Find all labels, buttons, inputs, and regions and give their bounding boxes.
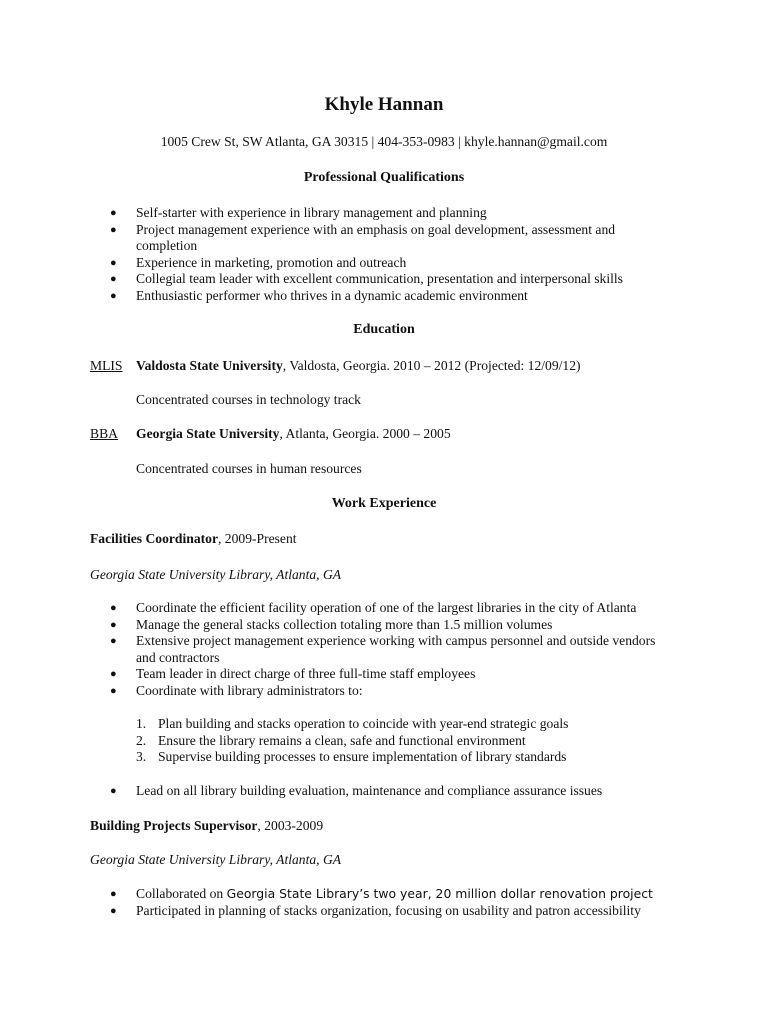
list-item: ● Lead on all library building evaluation, maintenance and compliance assurance issues — [110, 783, 603, 798]
list-item: ● Manage the general stacks collection totaling more than 1.5 million volumes — [110, 616, 553, 632]
bullet-icon: ● — [110, 618, 117, 631]
bullet-icon: ● — [110, 273, 117, 285]
school-name: Georgia State University — [136, 426, 280, 441]
job-final-bullet — [0, 783, 676, 800]
bullet-icon: ● — [110, 207, 117, 219]
bullet-icon: ● — [110, 223, 117, 236]
qualifications-list — [0, 205, 676, 304]
resume-name: Khyle Hannan — [324, 94, 444, 115]
list-item: 3. Supervise building processes to ensure implementation of library standards — [136, 749, 567, 764]
education-note-mlis: Concentrated courses in technology track — [136, 392, 361, 407]
list-item: ● Team leader in direct charge of three full-time staff employees — [110, 666, 476, 681]
list-item: 1. Plan building and stacks operation to coincide with year-end strategic goals — [136, 716, 569, 731]
bullet-icon: ● — [110, 888, 117, 900]
job-bullets — [0, 886, 676, 919]
contact-line: 1005 Crew St, SW Atlanta, GA 30315 | 404-353-0983 | khyle.hannan@gmail.com — [160, 134, 608, 149]
employer: Georgia State University Library, Atlanta, GA — [90, 852, 342, 867]
bullet-icon: ● — [110, 684, 117, 697]
bullet-icon: ● — [110, 635, 117, 647]
list-item: ● Experience in marketing, promotion and outreach — [110, 254, 407, 270]
list-item: 2. Ensure the library remains a clean, safe and functional environment — [136, 732, 526, 748]
list-item: ● Coordinate with library administrators to: — [110, 682, 363, 698]
degree-bba: BBA — [90, 426, 118, 441]
bullet-icon: ● — [110, 602, 117, 614]
degree-mlis: MLIS — [90, 358, 123, 373]
bullet-icon: ● — [110, 256, 117, 269]
employer: Georgia State University Library, Atlanta, GA — [90, 567, 342, 582]
bullet-icon: ● — [110, 785, 117, 797]
job-dates: , 2003-2009 — [257, 818, 324, 833]
school-details: , Atlanta, Georgia. 2000 – 2005 — [279, 426, 451, 441]
qualifications-heading: Professional Qualifications — [303, 170, 465, 185]
list-item: ● Collaborated on Georgia State Library’s two year, 20 million dollar renovation project — [110, 886, 653, 901]
list-item: ● Coordinate the efficient facility operation of one of the largest libraries in the city of Atlanta — [110, 600, 637, 615]
list-item: ● Participated in planning of stacks organization, focusing on usability and patron accessibility — [110, 902, 641, 918]
work-heading: Work Experience — [331, 496, 437, 511]
list-item: ● Project management experience with an emphasis on goal development, assessment and completion — [110, 221, 616, 253]
bullet-icon: ● — [110, 904, 117, 917]
job-title-line — [90, 818, 323, 834]
job-title: Building Projects Supervisor — [90, 818, 258, 833]
education-note-bba: Concentrated courses in human resources — [136, 461, 362, 476]
list-item: ● Self-starter with experience in library management and planning — [110, 205, 487, 220]
list-item: ● Enthusiastic performer who thrives in a dynamic academic environment — [110, 287, 528, 303]
list-item: ● Collegial team leader with excellent communication, presentation and interpersonal skills — [110, 271, 623, 286]
school-name: Valdosta State University — [136, 358, 283, 373]
bullet-icon: ● — [110, 668, 117, 680]
numbered-list — [0, 716, 568, 766]
job-title: Facilities Coordinator — [90, 531, 218, 546]
school-details: , Valdosta, Georgia. 2010 – 2012 (Projected: 12/09/12) — [282, 358, 581, 373]
education-entry-mlis — [136, 358, 581, 374]
education-heading: Education — [353, 322, 415, 337]
job-title-line — [90, 531, 297, 547]
job-bullets — [0, 600, 676, 699]
bullet-icon: ● — [110, 289, 117, 302]
job-dates: , 2009-Present — [218, 531, 297, 546]
list-item: ● Extensive project management experience working with campus personnel and outside vendors and contractors — [110, 633, 656, 665]
education-entry-bba — [136, 426, 451, 442]
